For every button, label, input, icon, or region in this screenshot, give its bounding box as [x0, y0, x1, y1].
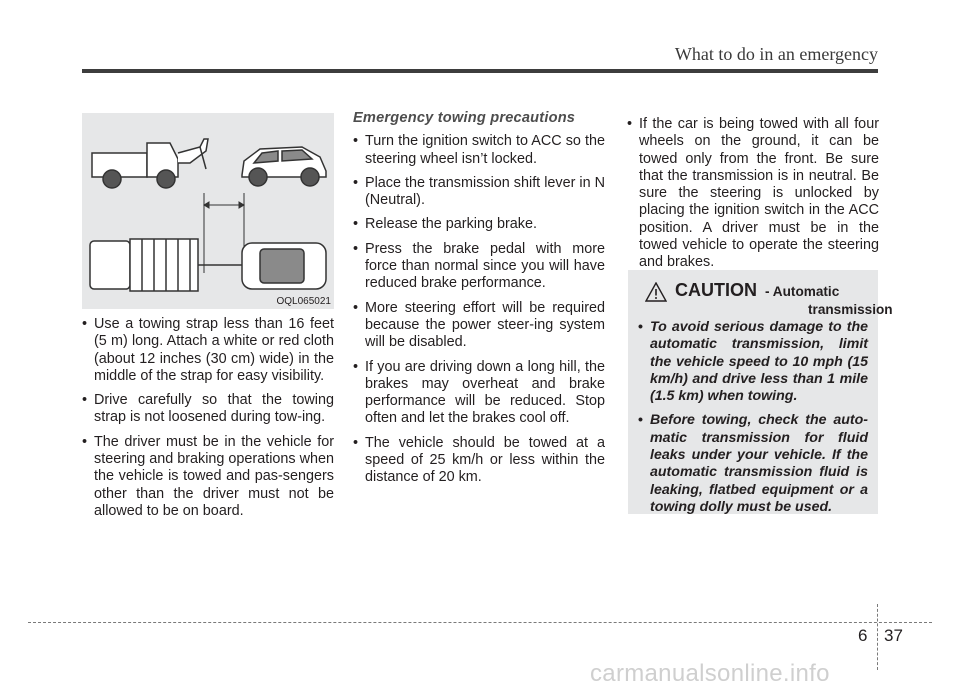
caution-label: CAUTION — [675, 280, 757, 300]
warning-triangle-icon — [645, 282, 667, 302]
four-wheel-tow-list — [627, 116, 879, 272]
list-item: • Use a towing strap less than 16 feet (5 m) long. Attach a white or red cloth (about 12 inches (30 cm) wide) in the middle of the strap for easy visibility. — [82, 316, 334, 385]
caution-box — [628, 270, 893, 515]
towing-diagram-svg — [82, 113, 334, 309]
list-item: • If you are driving down a long hill, the brakes may overheat and brake performance will be reduced. Stop often and let the brakes cool off. — [353, 359, 605, 428]
tow-truck-side-icon — [92, 139, 208, 188]
column-3 — [627, 116, 879, 279]
caution-subtitle-line2: transmission — [808, 302, 893, 317]
header-rule — [82, 69, 878, 73]
list-item: • The driver must be in the vehicle for steering and braking operations when the vehicle is towed and pas-sengers other than the driver must not be allowed to be on board. — [82, 434, 334, 520]
chapter-number: 6 — [858, 626, 868, 645]
page-number-divider — [877, 604, 878, 670]
caution-subtitle: - Automatic — [765, 284, 840, 299]
caution-list — [638, 319, 868, 523]
column-1 — [82, 316, 334, 527]
tow-strap-gap-marker — [204, 193, 244, 273]
section-heading: Emergency towing precautions — [353, 110, 576, 126]
watermark: carmanualsonline.info — [590, 660, 830, 687]
towing-strap-list — [82, 316, 334, 520]
tow-truck-top-icon — [90, 239, 220, 291]
list-item: • If the car is being towed with all four wheels on the ground, it can be towed only from the front. Be sure that the transmission is in neutral. Be sure the steering is unlocked by placing the ignition switch in the ACC position. A driver must be in the towed vehicle to operate the steering and brakes. — [627, 116, 879, 272]
footer-rule — [28, 622, 932, 623]
list-item: • Drive carefully so that the towing strap is not loosened during tow-ing. — [82, 392, 334, 427]
list-item: • Press the brake pedal with more force than normal since you will have reduced brake performance. — [353, 241, 605, 293]
list-item: • Release the parking brake. — [353, 216, 605, 233]
list-item: • More steering effort will be required because the power steer-ing system will be disabled. — [353, 300, 605, 352]
column-2 — [353, 110, 605, 494]
list-item: • Place the transmission shift lever in N (Neutral). — [353, 175, 605, 210]
towing-illustration — [82, 113, 334, 309]
section-header-title: What to do in an emergency — [674, 44, 878, 64]
list-item: • To avoid serious damage to the automatic transmission, limit the vehicle speed to 10 mph (15 km/h) and drive less than 1 mile (1.5 km) when towing. — [638, 319, 868, 405]
list-item: • Turn the ignition switch to ACC so the steering wheel isn’t locked. — [353, 133, 605, 168]
page-number: 37 — [884, 626, 903, 645]
suv-top-icon — [220, 243, 326, 289]
precautions-list — [353, 133, 605, 486]
list-item: • The vehicle should be towed at a speed of 25 km/h or less within the distance of 20 km. — [353, 435, 605, 487]
list-item: • Before towing, check the auto-matic transmission for fluid leaks under your vehicle. If the automatic transmission fluid is leaking, flatbed equipment or a towing dolly must be used. — [638, 412, 868, 516]
suv-side-icon — [242, 147, 326, 186]
figure-code: OQL065021 — [276, 296, 331, 307]
